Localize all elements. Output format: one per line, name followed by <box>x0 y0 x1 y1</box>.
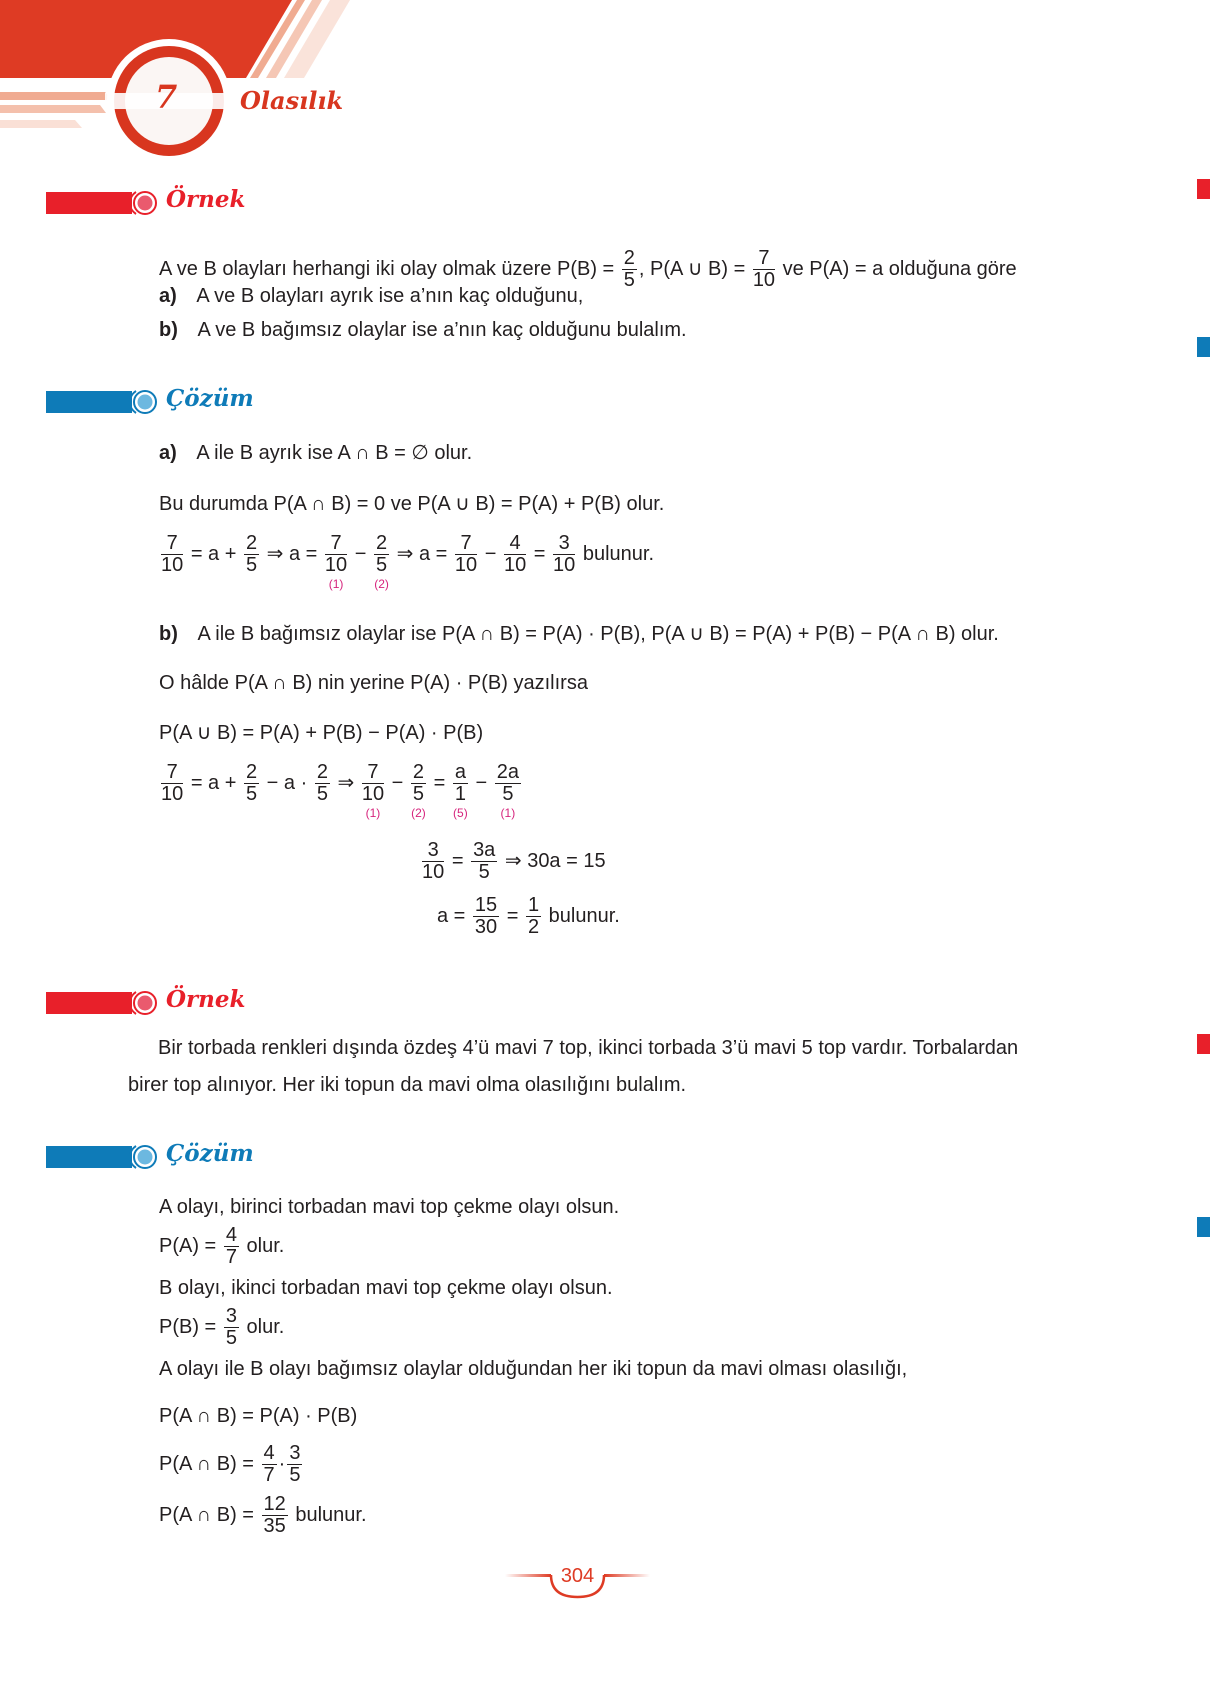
side-tab-cozum <box>1197 1217 1210 1237</box>
cozum-label: Çözüm <box>166 1140 254 1167</box>
equation-a: $\frac{7}{10}$ = a + $\frac{2}{5}$ ⇒ a = 7 10 (1) − 2 5 (2) ⇒ a = $\frac{7}{10}$ − $\frac{4}{10}$ = $\frac{3}{10}$ bulunur. <box>161 532 655 591</box>
multiplier-tag: (1) <box>328 577 344 591</box>
solution2-line-3: B olayı, ikinci torbadan mavi top çekme olayı olsun. <box>159 1277 613 1299</box>
equation-c: $\frac{3}{10}$ = $\frac{3a}{5}$ ⇒ 30a = 15 <box>422 839 606 883</box>
item-text: A ve B bağımsız olaylar ise a’nın kaç olduğunu bulalım. <box>197 319 687 341</box>
fraction: $\frac{4}{10}$ <box>503 532 527 576</box>
target-icon <box>128 188 158 218</box>
fraction: $\frac{3}{5}$ <box>225 1305 237 1349</box>
ornek-bar <box>46 192 132 214</box>
problem-line-1: Bir torbada renkleri dışında özdeş 4’ü mavi 7 top, ikinci torbada 3’ü mavi 5 top vardır. Torbalardan <box>158 1037 1019 1059</box>
fraction: $\frac{4}{7}$ <box>263 1442 275 1486</box>
solution-b-line3: P(A ∪ B) = P(A) + P(B) − P(A) · P(B) <box>159 722 484 744</box>
fraction: $\frac{2}{5}$ <box>316 761 328 805</box>
item-text: A ve B olayları ayrık ise a’nın kaç olduğunu, <box>196 285 584 307</box>
fraction: 2a 5 (1) <box>496 761 520 820</box>
pb-equation: P(B) = $\frac{3}{5}$ olur. <box>159 1305 285 1349</box>
question-b <box>159 318 687 342</box>
ornek-label: Örnek <box>166 186 246 213</box>
result-line-3: P(A ∩ B) = $\frac{12}{35}$ bulunur. <box>159 1493 367 1537</box>
statement-text: ve P(A) = a olduğuna göre <box>782 257 1017 280</box>
side-tab-cozum <box>1197 337 1210 357</box>
item-label: a) <box>159 285 177 307</box>
target-icon <box>128 988 158 1018</box>
target-icon <box>128 387 158 417</box>
fraction: $\frac{2}{5}$ <box>245 761 258 805</box>
fraction: 2 5 (2) <box>411 761 426 820</box>
pa-equation: P(A) = $\frac{4}{7}$ olur. <box>159 1224 285 1268</box>
chapter-number: 7 <box>155 78 178 116</box>
solution-a-line <box>159 441 472 465</box>
solution-a-line2: Bu durumda P(A ∩ B) = 0 ve P(A ∪ B) = P(A) + P(B) olur. <box>159 493 665 515</box>
multiplier-tag: (5) <box>453 806 468 820</box>
side-tab-ornek <box>1197 179 1210 199</box>
equation-d: a = $\frac{15}{30}$ = $\frac{1}{2}$ bulunur. <box>437 894 620 938</box>
statement-text: , P(A ∪ B) = <box>638 257 746 280</box>
statement-text: A ve B olayları herhangi iki olay olmak üzere P(B) = <box>159 257 615 280</box>
fraction: $\frac{15}{30}$ <box>474 894 498 938</box>
fraction: 2 5 (2) <box>374 532 389 591</box>
solution-b-line <box>159 622 999 646</box>
problem-line-2: birer top alınıyor. Her iki topun da mavi olma olasılığını bulalım. <box>128 1074 687 1096</box>
solution2-line-5: A olayı ile B olayı bağımsız olaylar olduğundan her iki topun da mavi olması olasılığı, <box>159 1358 908 1380</box>
item-label: b) <box>159 319 178 341</box>
cozum-bar <box>46 1146 132 1168</box>
fraction: $\frac{3a}{5}$ <box>473 839 496 883</box>
fraction: $\frac{4}{7}$ <box>225 1224 237 1268</box>
result-line-1: P(A ∩ B) = P(A) · P(B) <box>159 1405 358 1427</box>
ornek-bar <box>46 992 132 1014</box>
fraction: $\frac{2}{5}$ <box>623 247 635 291</box>
ornek-label: Örnek <box>166 986 246 1013</box>
cozum-bar <box>46 391 132 413</box>
item-label: b) <box>159 623 178 645</box>
multiplier-tag: (1) <box>500 806 516 820</box>
fraction: $\frac{12}{35}$ <box>263 1493 286 1537</box>
fraction: $\frac{3}{10}$ <box>422 839 445 883</box>
cozum-label: Çözüm <box>166 385 254 412</box>
fraction: 7 10 (1) <box>361 761 385 820</box>
fraction: $\frac{2}{5}$ <box>245 532 258 576</box>
multiplier-tag: (1) <box>365 806 381 820</box>
fraction: 7 10 (1) <box>324 532 348 591</box>
equation-b: $\frac{7}{10}$ = a + $\frac{2}{5}$ − a · $\frac{2}{5}$ ⇒ 7 10 (1) − 2 5 (2) = a 1 (5) − 2a 5 (1) <box>161 761 520 820</box>
multiplier-tag: (2) <box>374 577 389 591</box>
fraction: $\frac{7}{10}$ <box>752 247 776 291</box>
result-line-2: P(A ∩ B) = $\frac{4}{7}$ · $\frac{3}{5}$ <box>159 1442 301 1486</box>
item-text: A ile B ayrık ise A ∩ B = ∅ olur. <box>196 442 473 464</box>
chapter-header <box>0 0 400 165</box>
fraction: $\frac{7}{10}$ <box>161 532 184 576</box>
page-number: 304 <box>560 1565 595 1587</box>
item-text: A ile B bağımsız olaylar ise P(A ∩ B) = P(A) · P(B), P(A ∪ B) = P(A) + P(B) − P(A ∩ B) olur. <box>197 623 999 645</box>
chapter-title: Olasılık <box>240 86 344 115</box>
solution-b-line2: O hâlde P(A ∩ B) nin yerine P(A) · P(B) yazılırsa <box>159 672 588 694</box>
question-a <box>159 284 583 308</box>
target-icon <box>128 1142 158 1172</box>
fraction: $\frac{7}{10}$ <box>161 761 184 805</box>
item-label: a) <box>159 442 177 464</box>
fraction: $\frac{1}{2}$ <box>527 894 540 938</box>
fraction: $\frac{3}{10}$ <box>553 532 576 576</box>
fraction: a 1 (5) <box>453 761 468 820</box>
fraction: $\frac{7}{10}$ <box>454 532 478 576</box>
fraction: $\frac{3}{5}$ <box>289 1442 301 1486</box>
page-number-badge <box>505 1560 650 1605</box>
multiplier-tag: (2) <box>411 806 426 820</box>
header-banner-graphic <box>0 0 400 165</box>
side-tab-ornek <box>1197 1034 1210 1054</box>
solution2-line-1: A olayı, birinci torbadan mavi top çekme olayı olsun. <box>159 1196 620 1218</box>
